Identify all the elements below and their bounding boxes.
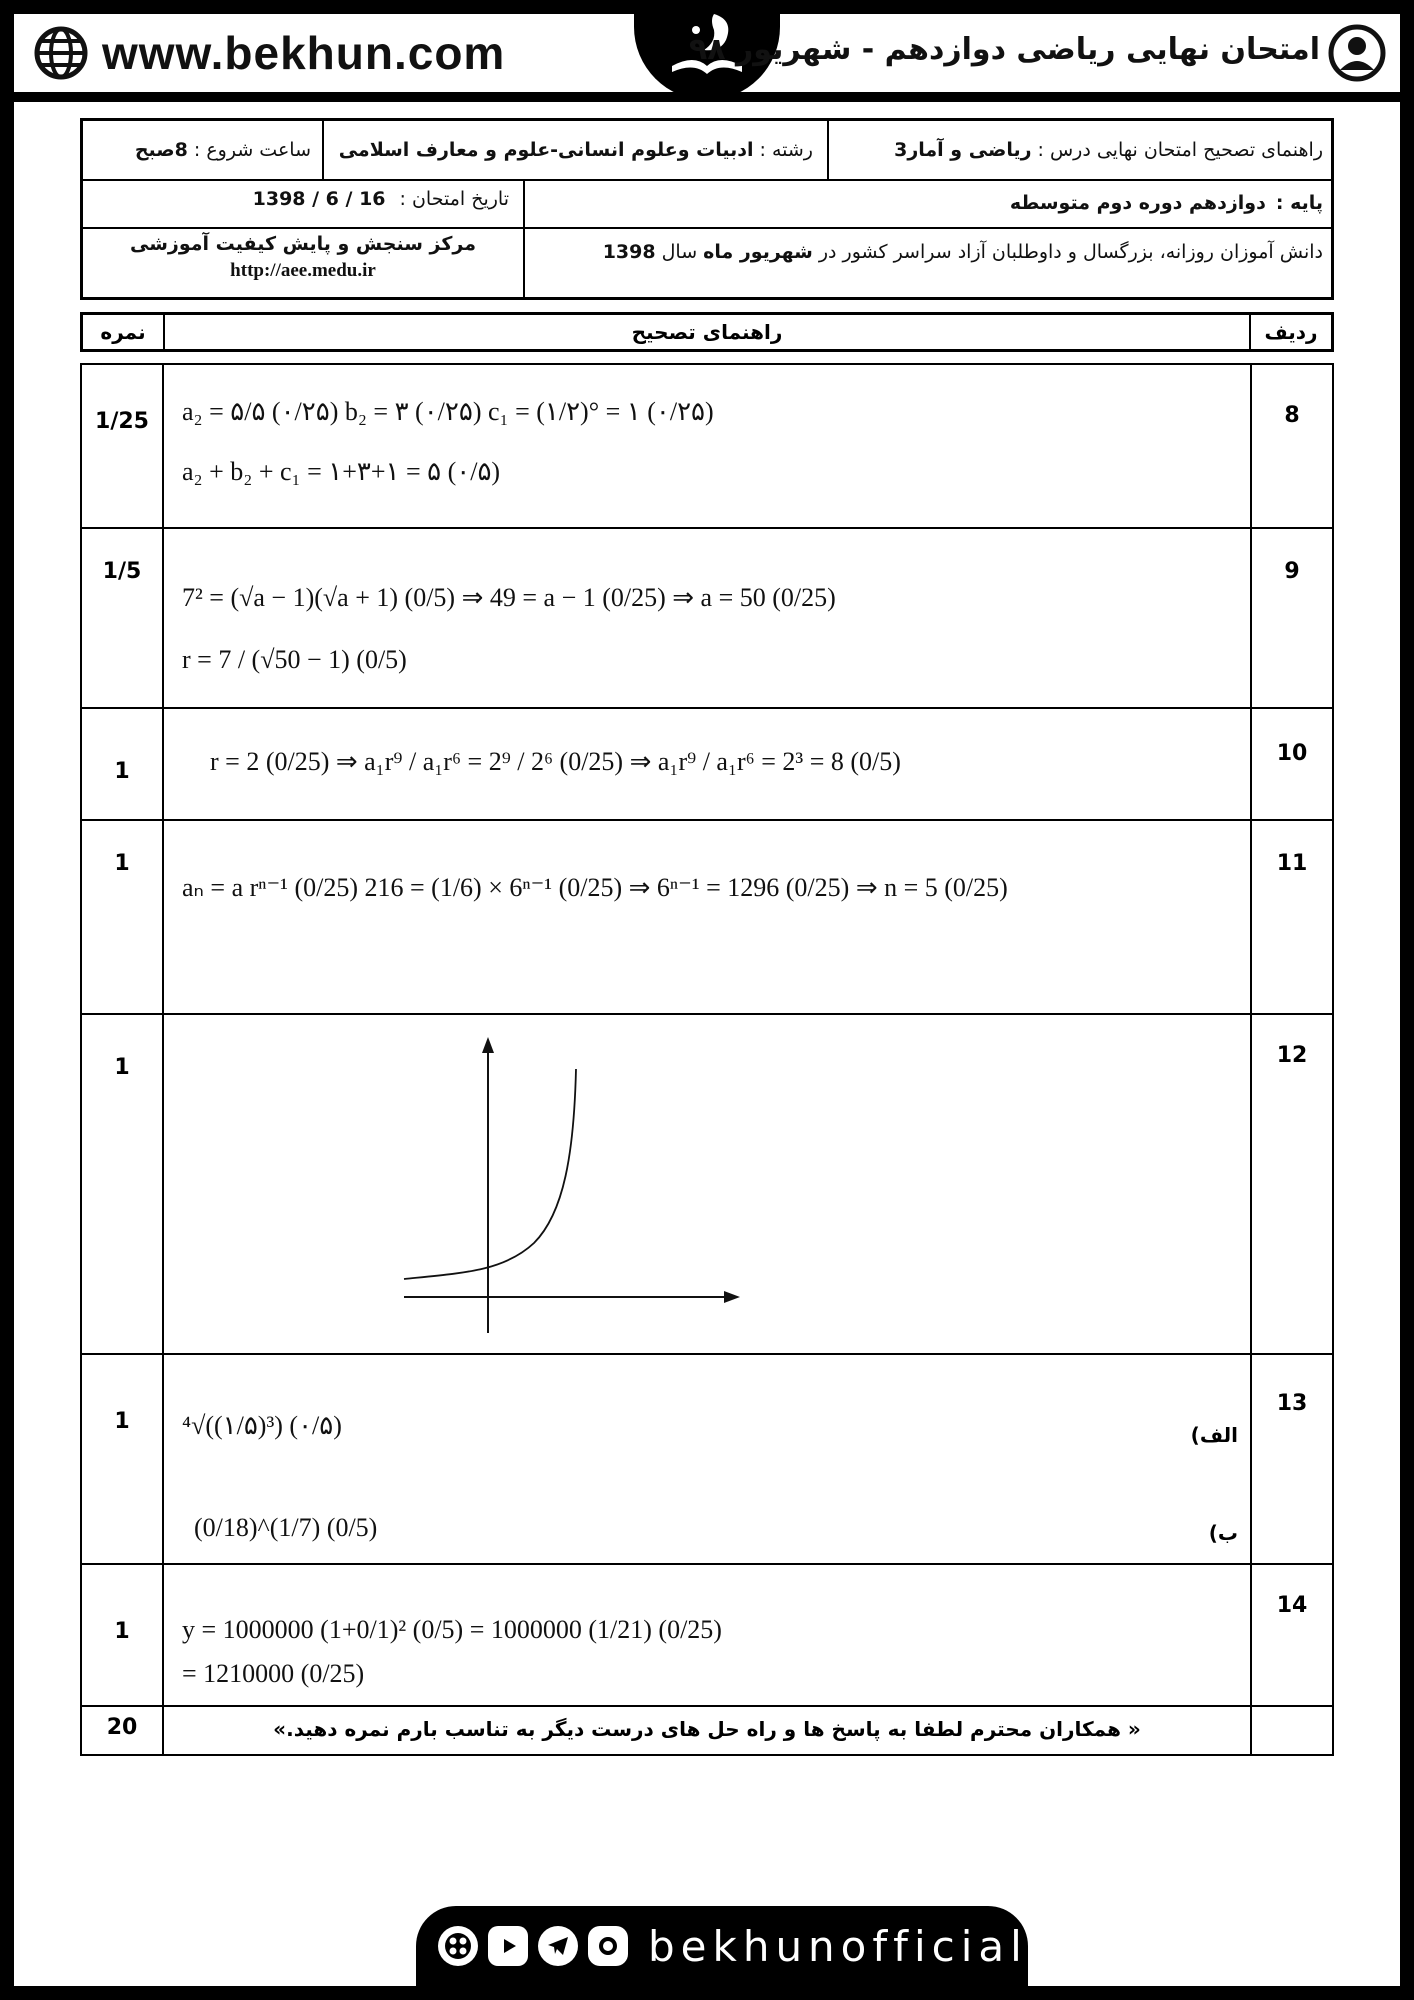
row-number: 14 bbox=[1250, 1565, 1332, 1705]
exam-year: 1398 bbox=[602, 241, 656, 263]
table-row bbox=[82, 1565, 1332, 1707]
grade: دوازدهم دوره دوم متوسطه bbox=[1009, 192, 1266, 214]
answer-table bbox=[80, 363, 1334, 1756]
start-time: 8صبح bbox=[134, 139, 188, 161]
youtube-icon[interactable] bbox=[488, 1926, 528, 1966]
answer-line: a₂ + b₂ + c₁ = ۱+۳+۱ = ۵ (۰/۵) bbox=[182, 457, 501, 486]
answer-line: r = 7 / (√50 − 1) (0/5) bbox=[182, 645, 407, 674]
table-row bbox=[82, 529, 1332, 709]
x-axis-arrow-icon bbox=[724, 1291, 740, 1303]
answer-line: = 1210000 (0/25) bbox=[182, 1659, 365, 1688]
answer-line: r = 2 (0/25) ⇒ a₁r⁹ / a₁r⁶ = 2⁹ / 2⁶ (0/25) ⇒ a₁r⁹ / a₁r⁶ = 2³ = 8 (0/5) bbox=[210, 747, 901, 776]
answer-line: aₙ = a rⁿ⁻¹ (0/25) 216 = (1/6) × 6ⁿ⁻¹ (0/25) ⇒ 6ⁿ⁻¹ = 1296 (0/25) ⇒ n = 5 (0/25) bbox=[182, 873, 1008, 902]
answer-line: ⁴√((۱/۵)³) (۰/۵) bbox=[182, 1411, 342, 1440]
globe-icon bbox=[34, 26, 88, 80]
part-label: ب) bbox=[1208, 1521, 1238, 1545]
students-text: دانش آموزان روزانه، بزرگسال و داوطلبان آزاد سراسر کشور در bbox=[818, 241, 1323, 263]
row-number: 8 bbox=[1250, 365, 1332, 527]
part-label: الف) bbox=[1190, 1423, 1238, 1447]
guide-label: راهنمای تصحیح امتحان نهایی درس : bbox=[1037, 139, 1323, 161]
field-label: رشته : bbox=[759, 139, 813, 161]
y-axis-arrow-icon bbox=[482, 1037, 494, 1053]
social-bar bbox=[416, 1906, 1028, 1986]
date-cell bbox=[253, 179, 509, 219]
row-number-empty bbox=[1250, 1707, 1332, 1754]
row-number: 10 bbox=[1250, 709, 1332, 819]
page bbox=[14, 14, 1400, 1986]
row-number: 12 bbox=[1250, 1015, 1332, 1353]
field: ادبیات وعلوم انسانی-علوم و معارف اسلامی bbox=[338, 139, 754, 161]
start-time-cell bbox=[135, 121, 311, 179]
exam-title: امتحان نهایی ریاضی دوازدهم - شهریور ۹۸ bbox=[688, 32, 1320, 67]
row-score: 1/5 bbox=[82, 529, 164, 707]
answer-line: (0/18)^(1/7) (0/5) bbox=[194, 1513, 378, 1542]
user-icon[interactable] bbox=[1328, 24, 1386, 82]
students-cell bbox=[603, 227, 1323, 277]
field-cell bbox=[339, 121, 813, 179]
table-row bbox=[82, 709, 1332, 821]
row-score: 1/25 bbox=[82, 365, 164, 527]
header-guide-label: راهنمای تصحیح bbox=[631, 320, 783, 344]
row-score: 1 bbox=[82, 1565, 164, 1705]
table-row bbox=[82, 1015, 1332, 1355]
instagram-icon[interactable] bbox=[588, 1926, 628, 1966]
exam-info-table bbox=[80, 118, 1334, 300]
header-score-label: نمره bbox=[83, 315, 165, 349]
exam-date: 1398 / 6 / 16 bbox=[252, 188, 386, 210]
table-row bbox=[82, 365, 1332, 529]
row-number: 9 bbox=[1250, 529, 1332, 707]
answer-line: a₂ = ۵/۵ (۰/۲۵) b₂ = ۳ (۰/۲۵) c₁ = (۱/۲)° = ۱ (۰/۲۵) bbox=[182, 397, 714, 426]
grader-note: « همکاران محترم لطفا به پاسخ ها و راه حل های درست دیگر به تناسب بارم نمره دهید.» bbox=[273, 1717, 1141, 1741]
subject: ریاضی و آمار3 bbox=[894, 139, 1032, 161]
start-label: ساعت شروع : bbox=[193, 139, 311, 161]
date-label: تاریخ امتحان : bbox=[399, 188, 509, 210]
subject-cell bbox=[894, 121, 1323, 179]
year-label: سال bbox=[661, 241, 698, 263]
table-row-total bbox=[82, 1707, 1332, 1754]
table-row bbox=[82, 821, 1332, 1015]
row-score: 1 bbox=[82, 709, 164, 819]
social-handle[interactable]: bekhunofficial bbox=[648, 1921, 1028, 1971]
row-score: 1 bbox=[82, 1015, 164, 1353]
answer-table-header bbox=[80, 312, 1334, 352]
exam-month: شهریور ماه bbox=[703, 241, 813, 263]
row-number: 11 bbox=[1250, 821, 1332, 1013]
header-row-label: ردیف bbox=[1249, 315, 1331, 349]
center-name: مرکز سنجش و پایش کیفیت آموزشی bbox=[130, 233, 476, 255]
row-score: 1 bbox=[82, 821, 164, 1013]
row-score: 1 bbox=[82, 1355, 164, 1563]
top-bar bbox=[14, 14, 1400, 102]
answer-line: y = 1000000 (1+0/1)² (0/5) = 1000000 (1/21) (0/25) bbox=[182, 1615, 722, 1644]
telegram-icon[interactable] bbox=[538, 1926, 578, 1966]
row-number: 13 bbox=[1250, 1355, 1332, 1563]
aparat-icon[interactable] bbox=[438, 1926, 478, 1966]
answer-line: 7² = (√a − 1)(√a + 1) (0/5) ⇒ 49 = a − 1 (0/25) ⇒ a = 50 (0/25) bbox=[182, 583, 836, 612]
grade-label: پایه : bbox=[1275, 192, 1323, 214]
exponential-graph bbox=[384, 1033, 744, 1333]
site-link[interactable] bbox=[34, 26, 505, 80]
site-url[interactable]: www.bekhun.com bbox=[102, 27, 506, 79]
table-row bbox=[82, 1355, 1332, 1565]
grade-cell bbox=[1010, 179, 1323, 227]
exponential-curve bbox=[404, 1069, 576, 1279]
total-score: 20 bbox=[82, 1707, 164, 1754]
center-url[interactable]: http://aee.medu.ir bbox=[230, 260, 376, 281]
